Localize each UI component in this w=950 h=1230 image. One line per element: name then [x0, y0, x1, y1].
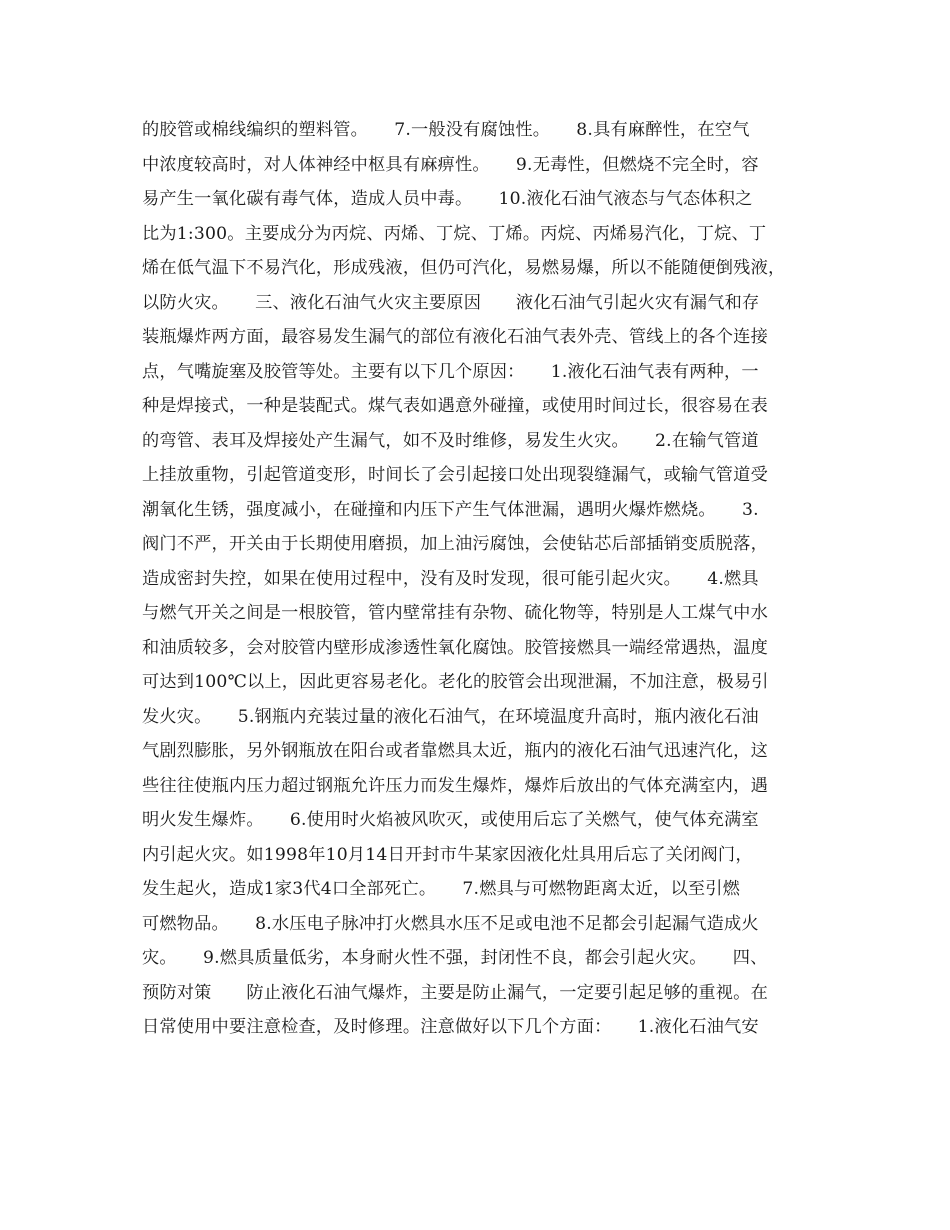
text-line: 比为1:300。主要成分为丙烷、丙烯、丁烷、丁烯。丙烷、丙烯易汽化，丁烷、丁 — [142, 223, 767, 244]
text-line: 装瓶爆炸两方面，最容易发生漏气的部位有液化石油气表外壳、管线上的各个连接 — [142, 327, 768, 347]
text-line: 可燃物品。 8.水压电子脉冲打火燃具水压不足或电池不足都会引起漏气造成火 — [142, 913, 759, 934]
text-line: 的胶管或棉线编织的塑料管。 7.一般没有腐蚀性。 8.具有麻醉性，在空气 — [142, 120, 750, 140]
text-line: 与燃气开关之间是一根胶管，管内壁常挂有杂物、硫化物等，特别是人工煤气中水 — [142, 603, 768, 623]
text-line: 发火灾。 5.钢瓶内充装过量的液化石油气，在环境温度升高时，瓶内液化石油 — [142, 706, 759, 727]
text-line: 的弯管、表耳及焊接处产生漏气，如不及时维修，易发生火灾。 2.在输气管道 — [142, 430, 759, 451]
text-line: 易产生一氧化碳有毒气体，造成人员中毒。 10.液化石油气液态与气态体积之 — [142, 189, 753, 209]
text-line: 些往往使瓶内压力超过钢瓶允许压力而发生爆炸，爆炸后放出的气体充满室内，遇 — [142, 775, 768, 796]
text-line: 和油质较多，会对胶管内壁形成渗透性氧化腐蚀。胶管接燃具一端经常遇热，温度 — [142, 637, 768, 658]
text-line: 气剧烈膨胀，另外钢瓶放在阳台或者靠燃具太近，瓶内的液化石油气迅速汽化，这 — [142, 741, 768, 761]
text-line: 灾。 9.燃具质量低劣，本身耐火性不强，封闭性不良，都会引起火灾。 四、 — [142, 948, 768, 968]
text-line: 以防火灾。 三、液化石油气火灾主要原因 液化石油气引起火灾有漏气和存 — [142, 292, 760, 313]
text-line: 中浓度较高时，对人体神经中枢具有麻痹性。 9.无毒性，但燃烧不完全时，容 — [142, 154, 759, 175]
text-line: 阀门不严，开关由于长期使用磨损，加上油污腐蚀，会使钻芯后部插销变质脱落， — [142, 534, 768, 554]
text-line: 可达到100℃以上，因此更容易老化。老化的胶管会出现泄漏，不加注意，极易引 — [142, 672, 769, 692]
text-line: 烯在低气温下不易汽化，形成残液，但仍可汽化，易燃易爆，所以不能随便倒残液， — [142, 258, 786, 278]
body-text — [142, 113, 822, 1045]
text-line: 发生起火，造成1家3代4口全部死亡。 7.燃具与可燃物距离太近，以至引燃 — [142, 879, 741, 899]
text-line: 日常使用中要注意检查，及时修理。注意做好以下几个方面： 1.液化石油气安 — [142, 1017, 759, 1037]
text-line: 内引起火灾。如1998年10月14日开封市牛某家因液化灶具用后忘了关闭阀门， — [142, 844, 753, 865]
text-line: 上挂放重物，引起管道变形，时间长了会引起接口处出现裂缝漏气，或输气管道受 — [142, 465, 768, 485]
text-line: 明火发生爆炸。 6.使用时火焰被风吹灭，或使用后忘了关燃气，使气体充满室 — [142, 810, 759, 830]
text-line: 潮氧化生锈，强度减小，在碰撞和内压下产生气体泄漏，遇明火爆炸燃烧。 3. — [142, 499, 759, 520]
text-line: 预防对策 防止液化石油气爆炸，主要是防止漏气，一定要引起足够的重视。在 — [142, 982, 768, 1003]
text-line: 造成密封失控，如果在使用过程中，没有及时发现，很可能引起火灾。 4.燃具 — [142, 568, 759, 589]
text-line: 种是焊接式，一种是装配式。煤气表如遇意外碰撞，或使用时间过长，很容易在表 — [142, 396, 768, 416]
text-line: 点，气嘴旋塞及胶管等处。主要有以下几个原因： 1.液化石油气表有两种，一 — [142, 361, 759, 382]
